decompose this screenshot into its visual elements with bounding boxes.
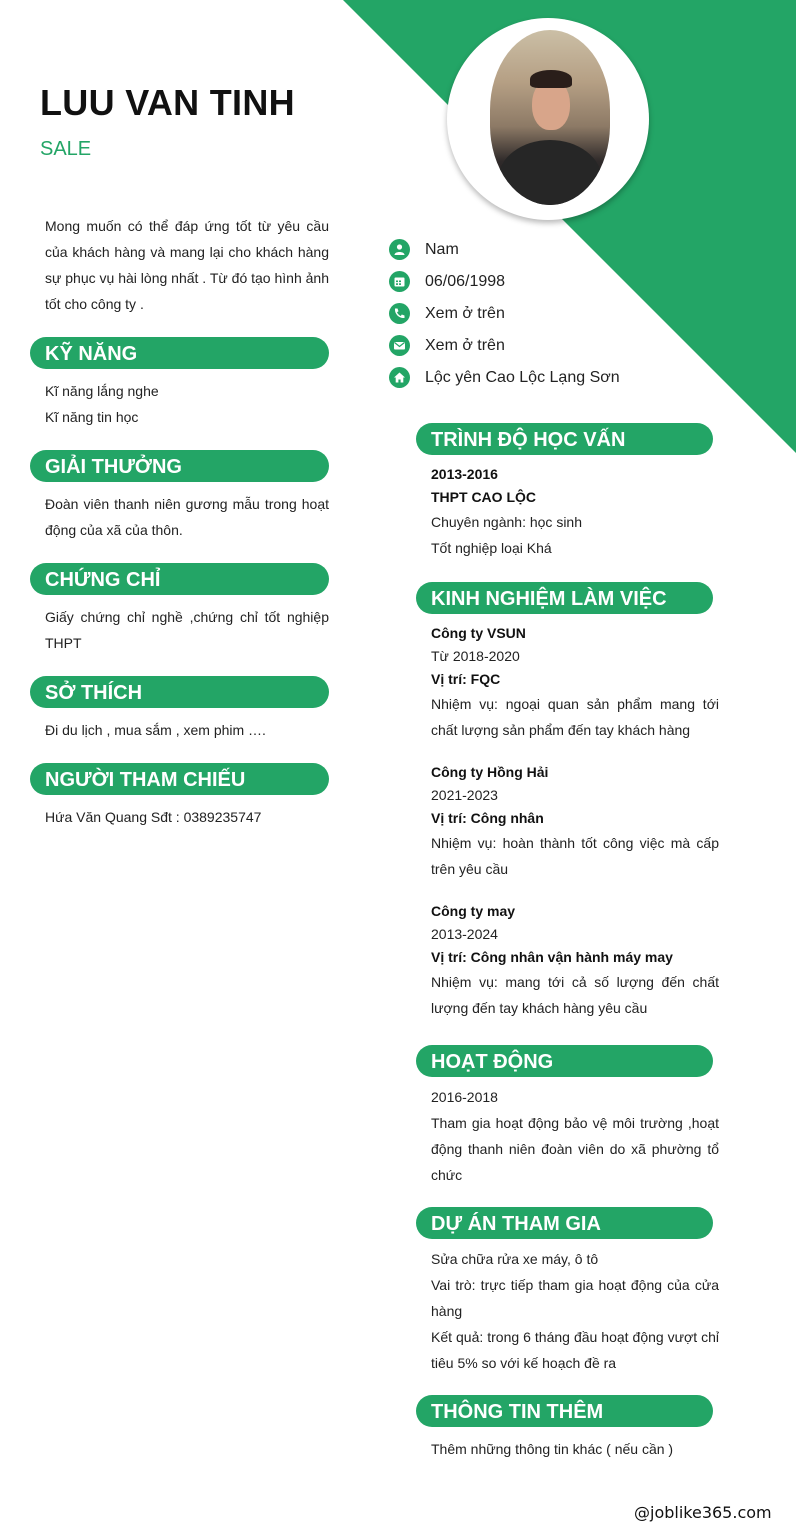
certificates-text: Giấy chứng chỉ nghề ,chứng chỉ tốt nghiệp THPT — [45, 609, 329, 651]
experience-company: Công ty Hồng Hải — [431, 764, 549, 780]
skill-item: Kĩ năng tin học — [45, 409, 139, 425]
address-value: Lộc yên Cao Lộc Lạng Sơn — [425, 369, 620, 386]
gender-value: Nam — [425, 241, 459, 258]
experience-company: Công ty may — [431, 903, 516, 919]
experience-position: Vị trí: Công nhân — [431, 810, 544, 826]
email-value: Xem ở trên — [425, 337, 505, 354]
hobbies-heading: SỞ THÍCH — [30, 676, 329, 708]
contact-address — [389, 367, 689, 389]
experience-position: Vị trí: Công nhân vận hành máy may — [431, 949, 673, 965]
extra-info-text: Thêm những thông tin khác ( nếu cần ) — [431, 1441, 674, 1457]
career-objective: Mong muốn có thể đáp ứng tốt từ yêu cầu của khách hàng và mang lại cho khách hàng sự phục vụ hài lòng nhất . Từ đó tạo hình ảnh tốt cho công ty . — [45, 218, 329, 312]
experience-duty: Nhiệm vụ: mang tới cả số lượng đến chất lượng đến tay khách hàng yêu cầu — [431, 974, 719, 1016]
job-title: SALE — [40, 138, 92, 160]
awards-text: Đoàn viên thanh niên gương mẫu trong hoạt động của xã của thôn. — [45, 496, 329, 538]
projects-heading: DỰ ÁN THAM GIA — [416, 1207, 713, 1239]
experience-period: 2013-2024 — [431, 926, 498, 942]
experience-item — [431, 900, 719, 1021]
certificates-heading: CHỨNG CHỈ — [30, 563, 329, 595]
skills-heading: KỸ NĂNG — [30, 337, 329, 369]
contact-phone[interactable] — [389, 303, 689, 325]
skill-item: Kĩ năng lắng nghe — [45, 383, 159, 399]
references-heading: NGƯỜI THAM CHIẾU — [30, 763, 329, 795]
projects-block — [431, 1246, 719, 1376]
birthday-value: 06/06/1998 — [425, 273, 506, 290]
avatar-frame — [447, 18, 649, 220]
activities-text: Tham gia hoạt động bảo vệ môi trường ,hoạt động thanh niên đoàn viên do xã phường tổ chức — [431, 1115, 719, 1183]
hobbies-text: Đi du lịch , mua sắm , xem phim …. — [45, 722, 266, 738]
education-heading: TRÌNH ĐỘ HỌC VẤN — [416, 423, 713, 455]
home-icon — [389, 367, 410, 388]
project-result: Kết quả: trong 6 tháng đầu hoạt động vượt chỉ tiêu 5% so với kế hoạch đề ra — [431, 1329, 719, 1371]
contact-birthday — [389, 271, 689, 293]
candidate-name: LUU VAN TINH — [40, 82, 295, 123]
references-text: Hứa Văn Quang Sđt : 0389235747 — [45, 809, 262, 825]
activities-block — [431, 1084, 719, 1188]
experience-duty: Nhiệm vụ: ngoại quan sản phẩm mang tới chất lượng sản phẩm đến tay khách hàng — [431, 696, 719, 738]
experience-period: Từ 2018-2020 — [431, 648, 520, 664]
experience-company: Công ty VSUN — [431, 625, 526, 641]
education-major: Chuyên ngành: học sinh — [431, 514, 582, 530]
phone-icon — [389, 303, 410, 324]
project-role: Vai trò: trực tiếp tham gia hoạt động của cửa hàng — [431, 1277, 719, 1319]
extra-info-heading: THÔNG TIN THÊM — [416, 1395, 713, 1427]
project-name: Sửa chữa rửa xe máy, ô tô — [431, 1251, 599, 1267]
calendar-icon — [389, 271, 410, 292]
skills-list — [45, 378, 329, 430]
awards-heading: GIẢI THƯỞNG — [30, 450, 329, 482]
education-result: Tốt nghiệp loại Khá — [431, 540, 552, 556]
user-icon — [389, 239, 410, 260]
phone-value: Xem ở trên — [425, 305, 505, 322]
experience-item — [431, 761, 719, 882]
avatar — [490, 30, 610, 205]
experience-period: 2021-2023 — [431, 787, 498, 803]
experience-duty: Nhiệm vụ: hoàn thành tốt công việc mà cấp trên yêu cầu — [431, 835, 719, 877]
education-block — [431, 463, 719, 561]
activities-heading: HOẠT ĐỘNG — [416, 1045, 713, 1077]
education-period: 2013-2016 — [431, 466, 498, 482]
contact-gender — [389, 239, 689, 261]
email-icon — [389, 335, 410, 356]
education-school: THPT CAO LỘC — [431, 489, 536, 505]
activities-period: 2016-2018 — [431, 1089, 498, 1105]
footer-watermark: @joblike365.com — [634, 1503, 772, 1522]
contact-email[interactable] — [389, 335, 689, 357]
experience-position: Vị trí: FQC — [431, 671, 501, 687]
experience-item — [431, 622, 719, 743]
experience-heading: KINH NGHIỆM LÀM VIỆC — [416, 582, 713, 614]
